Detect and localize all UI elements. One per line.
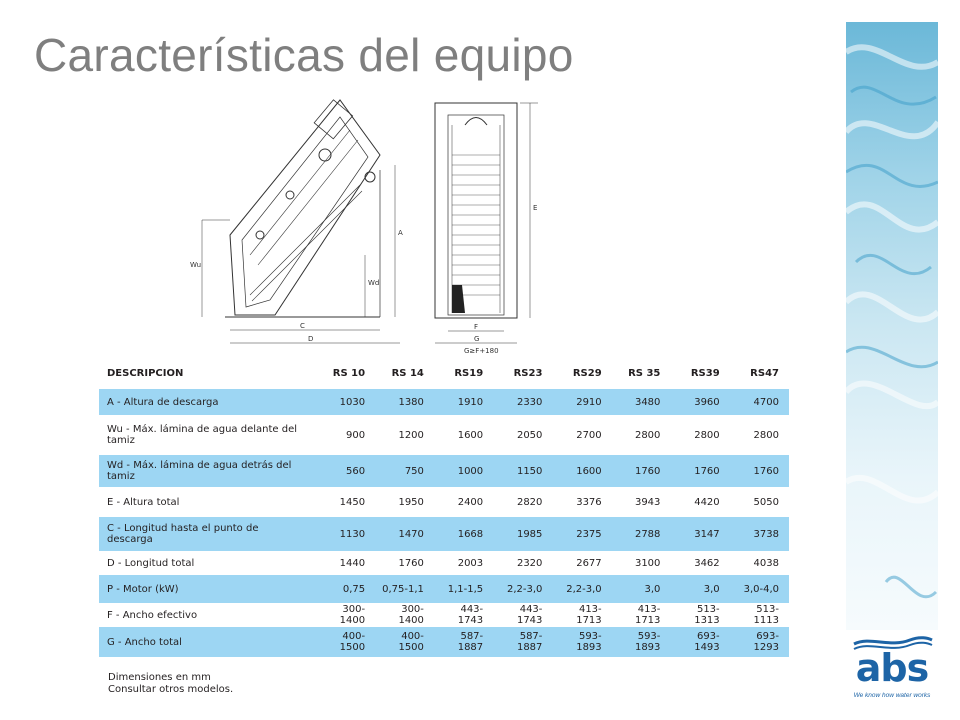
row-label: D - Longitud total [107, 557, 195, 569]
table-row [99, 575, 789, 603]
logo-tagline: We know how water works [853, 692, 931, 699]
table-row [99, 517, 789, 551]
table-cell: 1000 [434, 455, 493, 487]
table-cell: 1030 [316, 389, 375, 415]
table-cell: 1130 [316, 517, 375, 551]
table-cell: 1200 [398, 429, 424, 441]
table-cell: 1985 [493, 517, 552, 551]
col-header: DESCRIPCION [107, 368, 184, 379]
table-cell: 1150 [493, 455, 552, 487]
table-cell: 2700 [576, 429, 602, 441]
table-cell: 587-1887 [434, 627, 493, 657]
table-cell: 560 [316, 455, 375, 487]
table-cell: 3462 [694, 557, 720, 569]
table-cell: 5050 [753, 496, 779, 508]
table-cell: 3100 [634, 557, 661, 569]
col-header: RS19 [454, 368, 484, 379]
table-cell: 1950 [398, 496, 424, 508]
screen-frame [230, 100, 380, 315]
table-cell: 443-1743 [516, 604, 543, 626]
col-header: RS47 [750, 368, 779, 379]
row-label: P - Motor (kW) [99, 575, 316, 603]
table-cell: 2910 [552, 389, 611, 415]
table-cell: 0,75 [316, 575, 375, 603]
table-cell: 587-1887 [493, 627, 552, 657]
table-cell: 4038 [753, 557, 779, 569]
table-row [99, 415, 789, 455]
table-cell: 3376 [576, 496, 602, 508]
table-cell: 1668 [434, 517, 493, 551]
table-cell: 2320 [516, 557, 543, 569]
table-cell: 593-1893 [612, 627, 671, 657]
table-cell: 513-1113 [753, 604, 779, 626]
table-cell: 300-1400 [339, 604, 366, 626]
table-cell: 1760 [730, 455, 789, 487]
abs-logo [846, 634, 938, 708]
col-header: RS 35 [628, 368, 661, 379]
table-cell: 4420 [694, 496, 720, 508]
table-cell: 413-1713 [634, 604, 661, 626]
note-models: Consultar otros modelos. [108, 684, 234, 695]
table-cell: 2788 [612, 517, 671, 551]
table-cell: 1760 [670, 455, 729, 487]
table-cell: 1450 [339, 496, 366, 508]
label-wd: Wd [368, 279, 380, 287]
table-cell: 2003 [457, 557, 484, 569]
row-label: F - Ancho efectivo [107, 609, 198, 621]
table-cell: 1600 [552, 455, 611, 487]
label-e: E [533, 204, 538, 212]
table-row [99, 551, 789, 575]
table-cell: 443-1743 [457, 604, 484, 626]
table-cell: 1,1-1,5 [434, 575, 493, 603]
label-wu: Wu [190, 261, 202, 269]
table-cell: 2,2-3,0 [552, 575, 611, 603]
table-cell: 1470 [375, 517, 434, 551]
specs-table [99, 358, 789, 657]
row-label: Wu - Máx. lámina de agua delante del tamiz [107, 424, 298, 446]
table-cell: 413-1713 [576, 604, 602, 626]
table-cell: 2,2-3,0 [493, 575, 552, 603]
table-cell: 3943 [634, 496, 661, 508]
table-row [99, 603, 789, 627]
table-cell: 900 [346, 429, 366, 441]
col-header: RS29 [572, 368, 602, 379]
row-label: C - Longitud hasta el punto de descarga [99, 517, 316, 551]
water-image [846, 22, 938, 630]
table-cell: 693-1293 [730, 627, 789, 657]
table-cell: 1440 [339, 557, 366, 569]
table-header-row [99, 358, 789, 389]
table-cell: 3738 [730, 517, 789, 551]
row-label: Wd - Máx. lámina de agua detrás del tamiz [99, 455, 316, 487]
label-f: F [474, 323, 479, 331]
row-label: A - Altura de descarga [99, 389, 316, 415]
col-header: RS 10 [332, 368, 366, 379]
table-cell: 300-1400 [398, 604, 424, 626]
label-a: A [398, 229, 403, 237]
table-row [99, 389, 789, 415]
table-cell: 693-1493 [670, 627, 729, 657]
equipment-diagram [190, 95, 550, 357]
table-cell: 2400 [457, 496, 484, 508]
table-cell: 1760 [398, 557, 424, 569]
table-cell: 400-1500 [375, 627, 434, 657]
table-cell: 3960 [670, 389, 729, 415]
table-cell: 1760 [612, 455, 671, 487]
table-cell: 2677 [576, 557, 602, 569]
table-cell: 1380 [375, 389, 434, 415]
table-row [99, 455, 789, 487]
table-notes [108, 672, 233, 696]
table-cell: 750 [375, 455, 434, 487]
table-cell: 400-1500 [316, 627, 375, 657]
label-g-note: G≥F+180 [464, 347, 499, 355]
front-view [435, 103, 517, 318]
col-header: RS39 [690, 368, 720, 379]
table-cell: 3,0-4,0 [730, 575, 789, 603]
note-units: Dimensiones en mm [108, 672, 211, 683]
table-cell: 513-1313 [694, 604, 720, 626]
table-cell: 2820 [516, 496, 543, 508]
table-row [99, 627, 789, 657]
row-label: G - Ancho total [99, 627, 316, 657]
table-cell: 2375 [552, 517, 611, 551]
table-row [99, 487, 789, 517]
table-cell: 1910 [434, 389, 493, 415]
label-c: C [300, 322, 305, 330]
table-cell: 593-1893 [552, 627, 611, 657]
table-cell: 2050 [516, 429, 543, 441]
col-header: RS 14 [391, 368, 424, 379]
logo-text: abs [855, 646, 929, 690]
table-cell: 2800 [694, 429, 720, 441]
row-label: E - Altura total [107, 496, 180, 508]
page-title: Características del equipo [34, 29, 574, 81]
table-cell: 2800 [753, 429, 779, 441]
table-cell: 3480 [612, 389, 671, 415]
table-cell: 4700 [730, 389, 789, 415]
label-g: G [474, 335, 480, 343]
table-cell: 2330 [493, 389, 552, 415]
col-header: RS23 [513, 368, 543, 379]
table-cell: 3,0 [670, 575, 729, 603]
table-cell: 2800 [634, 429, 661, 441]
table-cell: 1600 [457, 429, 484, 441]
label-d: D [308, 335, 314, 343]
table-cell: 3147 [670, 517, 729, 551]
table-cell: 3,0 [612, 575, 671, 603]
table-cell: 0,75-1,1 [375, 575, 434, 603]
